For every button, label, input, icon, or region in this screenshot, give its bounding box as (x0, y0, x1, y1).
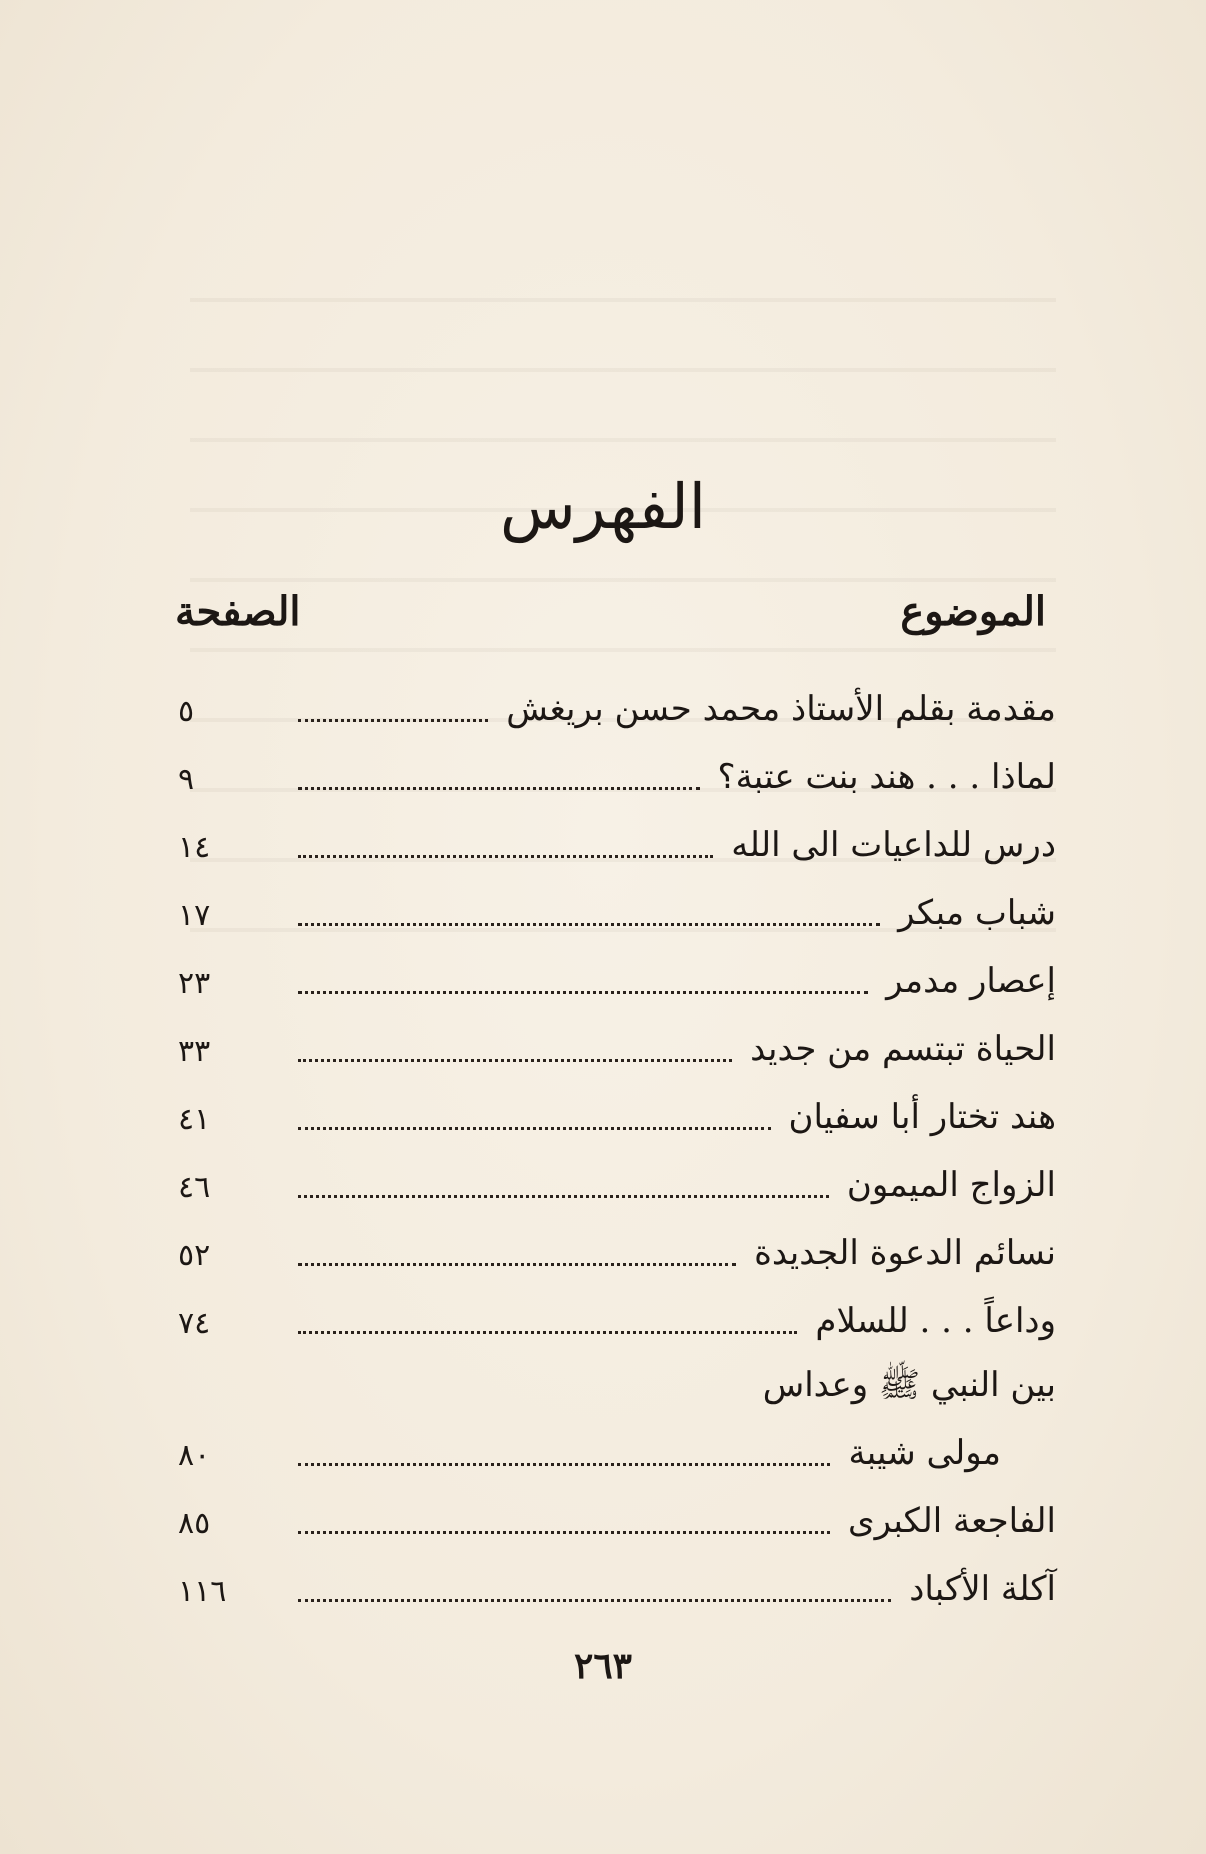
toc-entry-page: ٧٤ (178, 1306, 211, 1341)
toc-entry[interactable] (178, 1274, 1056, 1342)
table-of-contents (178, 662, 1056, 1610)
toc-entry-title: الفاجعة الكبرى (847, 1501, 1056, 1542)
toc-entry-page: ١٧ (178, 898, 211, 933)
toc-entry[interactable] (178, 1206, 1056, 1274)
toc-entry[interactable] (178, 1070, 1056, 1138)
toc-entry-page: ١٤ (178, 830, 211, 865)
toc-entry[interactable] (178, 730, 1056, 798)
toc-entry-title: مقدمة بقلم الأستاذ محمد حسن بريغش (506, 689, 1056, 730)
toc-entry-page: ٥٢ (178, 1238, 211, 1273)
toc-entry-page: ٨٥ (178, 1506, 211, 1541)
toc-entry-title: بين النبي ﷺ وعداس (762, 1365, 1056, 1406)
toc-entry-title: هند تختار أبا سفيان (788, 1097, 1056, 1138)
dot-leader (298, 1598, 891, 1602)
dot-leader (298, 990, 868, 994)
toc-entry[interactable] (178, 1542, 1056, 1610)
dot-leader (298, 1530, 830, 1534)
toc-entry-title: مولى شيبة (848, 1433, 1001, 1474)
toc-entry-title: درس للداعيات الى الله (731, 825, 1056, 866)
toc-entry-title: نسائم الدعوة الجديدة (754, 1233, 1056, 1274)
page-number: ٢٦٣ (573, 1645, 632, 1687)
toc-entry-heading-line[interactable] (178, 1342, 1056, 1406)
dot-leader (298, 922, 880, 926)
toc-entry-page: ٩ (178, 762, 195, 797)
toc-entry[interactable] (178, 934, 1056, 1002)
dot-leader (298, 1462, 830, 1466)
toc-entry-title: الحياة تبتسم من جديد (750, 1029, 1056, 1070)
dot-leader (298, 1058, 732, 1062)
dot-leader (298, 718, 488, 722)
toc-entry-page: ٤٦ (178, 1170, 211, 1205)
toc-entry[interactable] (178, 1002, 1056, 1070)
toc-entry-page: ٥ (178, 694, 195, 729)
toc-entry-title: شباب مبكر (898, 893, 1056, 934)
toc-entry[interactable] (178, 1138, 1056, 1206)
index-title: الفهرس (500, 470, 706, 543)
dot-leader (298, 786, 700, 790)
toc-entry-title: لماذا . . . هند بنت عتبة؟ (717, 757, 1056, 798)
toc-entry-title: وداعاً . . . للسلام (815, 1301, 1056, 1342)
toc-entry[interactable] (178, 1474, 1056, 1542)
dot-leader (298, 1262, 736, 1266)
column-header-topic: الموضوع (900, 588, 1046, 635)
toc-entry[interactable] (178, 798, 1056, 866)
toc-entry-title: الزواج الميمون (846, 1165, 1056, 1206)
column-header-page: الصفحة (175, 588, 301, 635)
toc-entry[interactable] (178, 866, 1056, 934)
dot-leader (298, 1330, 797, 1334)
toc-entry-title: إعصار مدمر (886, 961, 1056, 1002)
dot-leader (298, 854, 713, 858)
toc-entry-page: ٨٠ (178, 1438, 211, 1473)
dot-leader (298, 1126, 771, 1130)
toc-entry-page: ١١٦ (178, 1574, 227, 1609)
toc-entry[interactable] (178, 662, 1056, 730)
dot-leader (298, 1194, 829, 1198)
toc-entry-page: ٤١ (178, 1102, 211, 1137)
toc-entry-page: ٣٣ (178, 1034, 211, 1069)
toc-entry[interactable] (178, 1406, 1056, 1474)
toc-entry-page: ٢٣ (178, 966, 211, 1001)
toc-entry-title: آكلة الأكباد (909, 1569, 1056, 1610)
